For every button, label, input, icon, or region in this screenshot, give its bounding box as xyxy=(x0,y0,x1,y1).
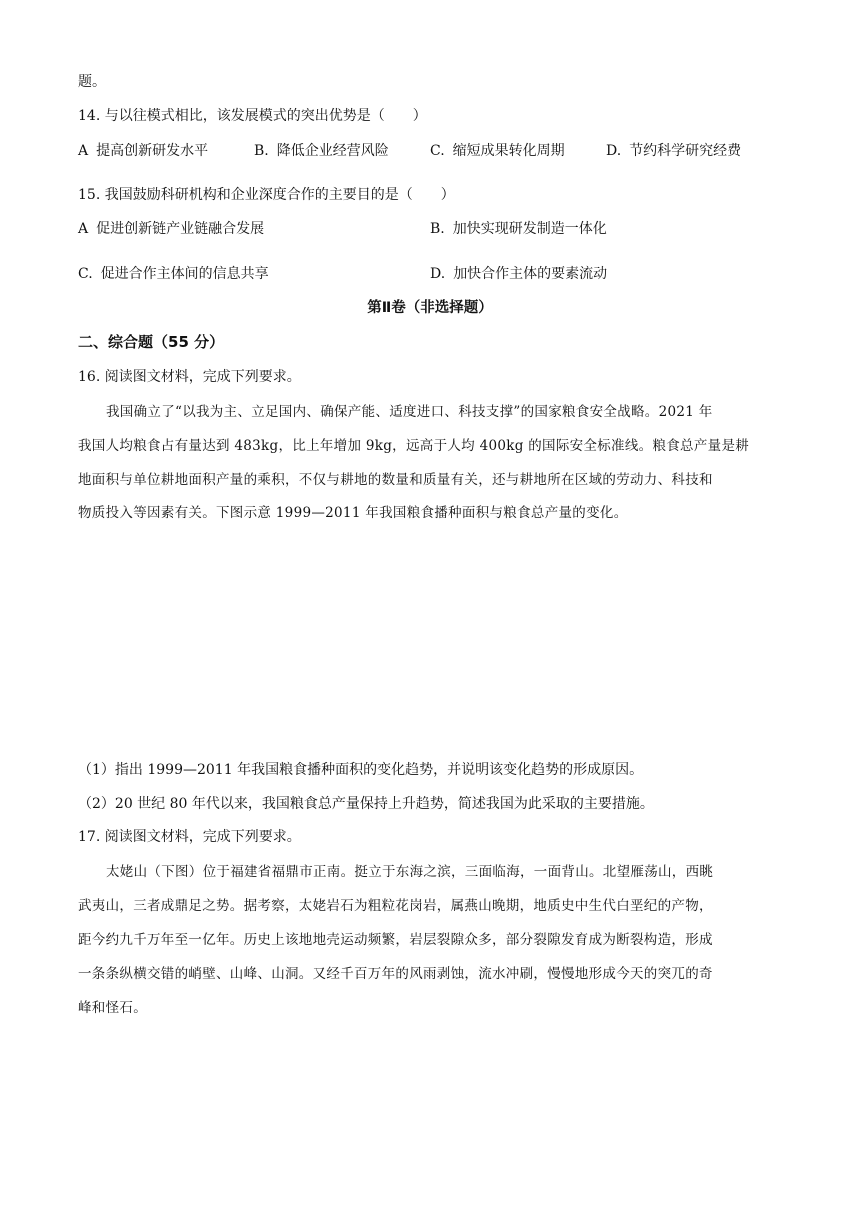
option-text: 促进合作主体间的信息共享 xyxy=(100,266,269,282)
material-line: 距今约九千万年至一亿年。历史上该地地壳运动频繁，岩层裂隙众多，部分裂隙发育成为断裂构造，形成 xyxy=(78,932,713,948)
option-14-c[interactable] xyxy=(430,141,565,161)
material-line: 地面积与单位耕地面积产量的乘积，不仅与耕地的数量和质量有关，还与耕地所在区域的劳动力、科技和 xyxy=(78,472,713,488)
option-14-a[interactable] xyxy=(78,141,208,161)
question-17-stem: 17. 阅读图文材料，完成下列要求。 xyxy=(78,829,301,845)
material-line: 一条条纵横交错的峭壁、山峰、山洞。又经千百万年的风雨剥蚀，流水冲刷，慢慢地形成今天的突兀的奇 xyxy=(78,966,713,982)
material-line: 我国人均粮食占有量达到 483kg，比上年增加 9kg，远高于人均 400kg 的国际安全标准线。粮食总产量是耕 xyxy=(78,438,750,454)
option-letter: C. xyxy=(78,266,93,282)
option-15-a[interactable] xyxy=(78,219,264,239)
option-text: 加快实现研发制造一体化 xyxy=(452,221,607,237)
option-15-c[interactable] xyxy=(78,264,269,284)
material-line: 峰和怪石。 xyxy=(78,1000,147,1016)
option-14-b[interactable] xyxy=(254,141,389,161)
option-letter: A xyxy=(78,221,89,237)
question-16-stem: 16. 阅读图文材料，完成下列要求。 xyxy=(78,369,301,385)
option-15-d[interactable] xyxy=(430,264,607,284)
question-16-sub-1: （1）指出 1999—2011 年我国粮食播种面积的变化趋势，并说明该变化趋势的形成原因。 xyxy=(78,762,644,778)
figure-placeholder xyxy=(78,535,778,750)
material-line: 我国确立了“以我为主、立足国内、确保产能、适度进口、科技支撑”的国家粮食安全战略。2021 年 xyxy=(106,404,713,420)
option-letter: B. xyxy=(430,221,445,237)
option-letter: C. xyxy=(430,143,445,159)
question-16-sub-2: （2）20 世纪 80 年代以来，我国粮食总产量保持上升趋势，简述我国为此采取的主要措施。 xyxy=(78,796,654,812)
option-text: 降低企业经营风险 xyxy=(276,143,389,159)
section-title: 二、综合题（55 分） xyxy=(78,333,225,351)
option-text: 提高创新研发水平 xyxy=(96,143,209,159)
option-letter: D. xyxy=(430,266,446,282)
volume-title: 第Ⅱ卷（非选择题） xyxy=(367,300,493,316)
option-text: 节约科学研究经费 xyxy=(629,143,742,159)
option-text: 促进创新链产业链融合发展 xyxy=(96,221,265,237)
option-14-d[interactable] xyxy=(606,141,741,161)
question-14-stem: 14. 与以往模式相比，该发展模式的突出优势是（ ） xyxy=(78,108,427,124)
option-text: 加快合作主体的要素流动 xyxy=(453,266,608,282)
option-15-b[interactable] xyxy=(430,219,607,239)
material-line: 物质投入等因素有关。下图示意 1999—2011 年我国粮食播种面积与粮食总产量的变化。 xyxy=(78,505,628,521)
previous-question-tail: 题。 xyxy=(78,74,106,90)
option-text: 缩短成果转化周期 xyxy=(452,143,565,159)
question-15-stem: 15. 我国鼓励科研机构和企业深度合作的主要目的是（ ） xyxy=(78,187,455,203)
material-line: 武夷山，三者成鼎足之势。据考察，太姥岩石为粗粒花岗岩，属燕山晚期，地质史中生代白垩纪的产物， xyxy=(78,898,713,914)
option-letter: A xyxy=(78,143,89,159)
material-line: 太姥山（下图）位于福建省福鼎市正南。挺立于东海之滨，三面临海，一面背山。北望雁荡山，西眺 xyxy=(106,864,714,880)
option-letter: D. xyxy=(606,143,622,159)
option-letter: B. xyxy=(254,143,269,159)
